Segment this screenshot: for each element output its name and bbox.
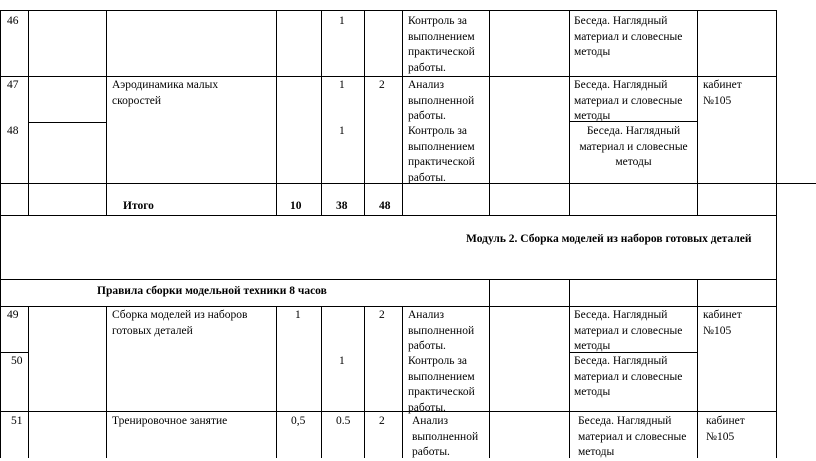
location: кабинет №105 xyxy=(706,415,745,443)
total-label: Итого xyxy=(123,200,154,212)
total-practice: 38 xyxy=(336,200,348,212)
row-number: 50 xyxy=(11,355,23,367)
control-form: Контроль за выполнением практической работы. xyxy=(408,15,475,74)
total-hours: 48 xyxy=(379,200,391,212)
row-number: 49 xyxy=(7,309,19,321)
method: Беседа. Наглядный материал и словесные методы xyxy=(574,79,683,122)
location: кабинет №105 xyxy=(703,309,742,337)
method: Беседа. Наглядный материал и словесные методы xyxy=(574,355,683,398)
control-form: Контроль за выполнением практической работы. xyxy=(408,125,475,184)
module-title: Модуль 2. Сборка моделей из наборов готовых деталей xyxy=(466,233,752,245)
hours-total: 2 xyxy=(379,79,385,91)
method: Беседа. Наглядный материал и словесные методы xyxy=(578,415,687,458)
hours-theory: 0,5 xyxy=(291,415,306,427)
hours-total: 2 xyxy=(379,415,385,427)
control-form: Контроль за выполнением практической работы. xyxy=(408,355,475,414)
section-title: Правила сборки модельной техники 8 часов xyxy=(97,285,327,297)
total-theory: 10 xyxy=(290,200,302,212)
topic: Тренировочное занятие xyxy=(112,415,228,427)
row-number: 46 xyxy=(7,15,19,27)
hours-practice: 1 xyxy=(339,355,345,367)
hours-practice: 0.5 xyxy=(336,415,351,427)
hours-total: 2 xyxy=(379,309,385,321)
method: Беседа. Наглядный материал и словесные методы xyxy=(574,15,683,58)
method: Беседа. Наглядный материал и словесные методы xyxy=(579,125,688,168)
hours-practice: 1 xyxy=(339,15,345,27)
control-form: Анализ выполненной работы. xyxy=(412,415,479,458)
control-form: Анализ выполненной работы. xyxy=(408,79,475,122)
location: кабинет №105 xyxy=(703,79,742,107)
topic: Аэродинамика малых скоростей xyxy=(112,79,219,107)
hours-theory: 1 xyxy=(295,309,301,321)
topic: Сборка моделей из наборов готовых деталей xyxy=(112,309,248,337)
hours-practice: 1 xyxy=(339,79,345,91)
method: Беседа. Наглядный материал и словесные методы xyxy=(574,309,683,352)
control-form: Анализ выполненной работы. xyxy=(408,309,475,352)
row-number: 51 xyxy=(11,415,23,427)
hours-practice: 1 xyxy=(339,125,345,137)
row-number: 48 xyxy=(7,125,19,137)
row-number: 47 xyxy=(7,79,19,91)
